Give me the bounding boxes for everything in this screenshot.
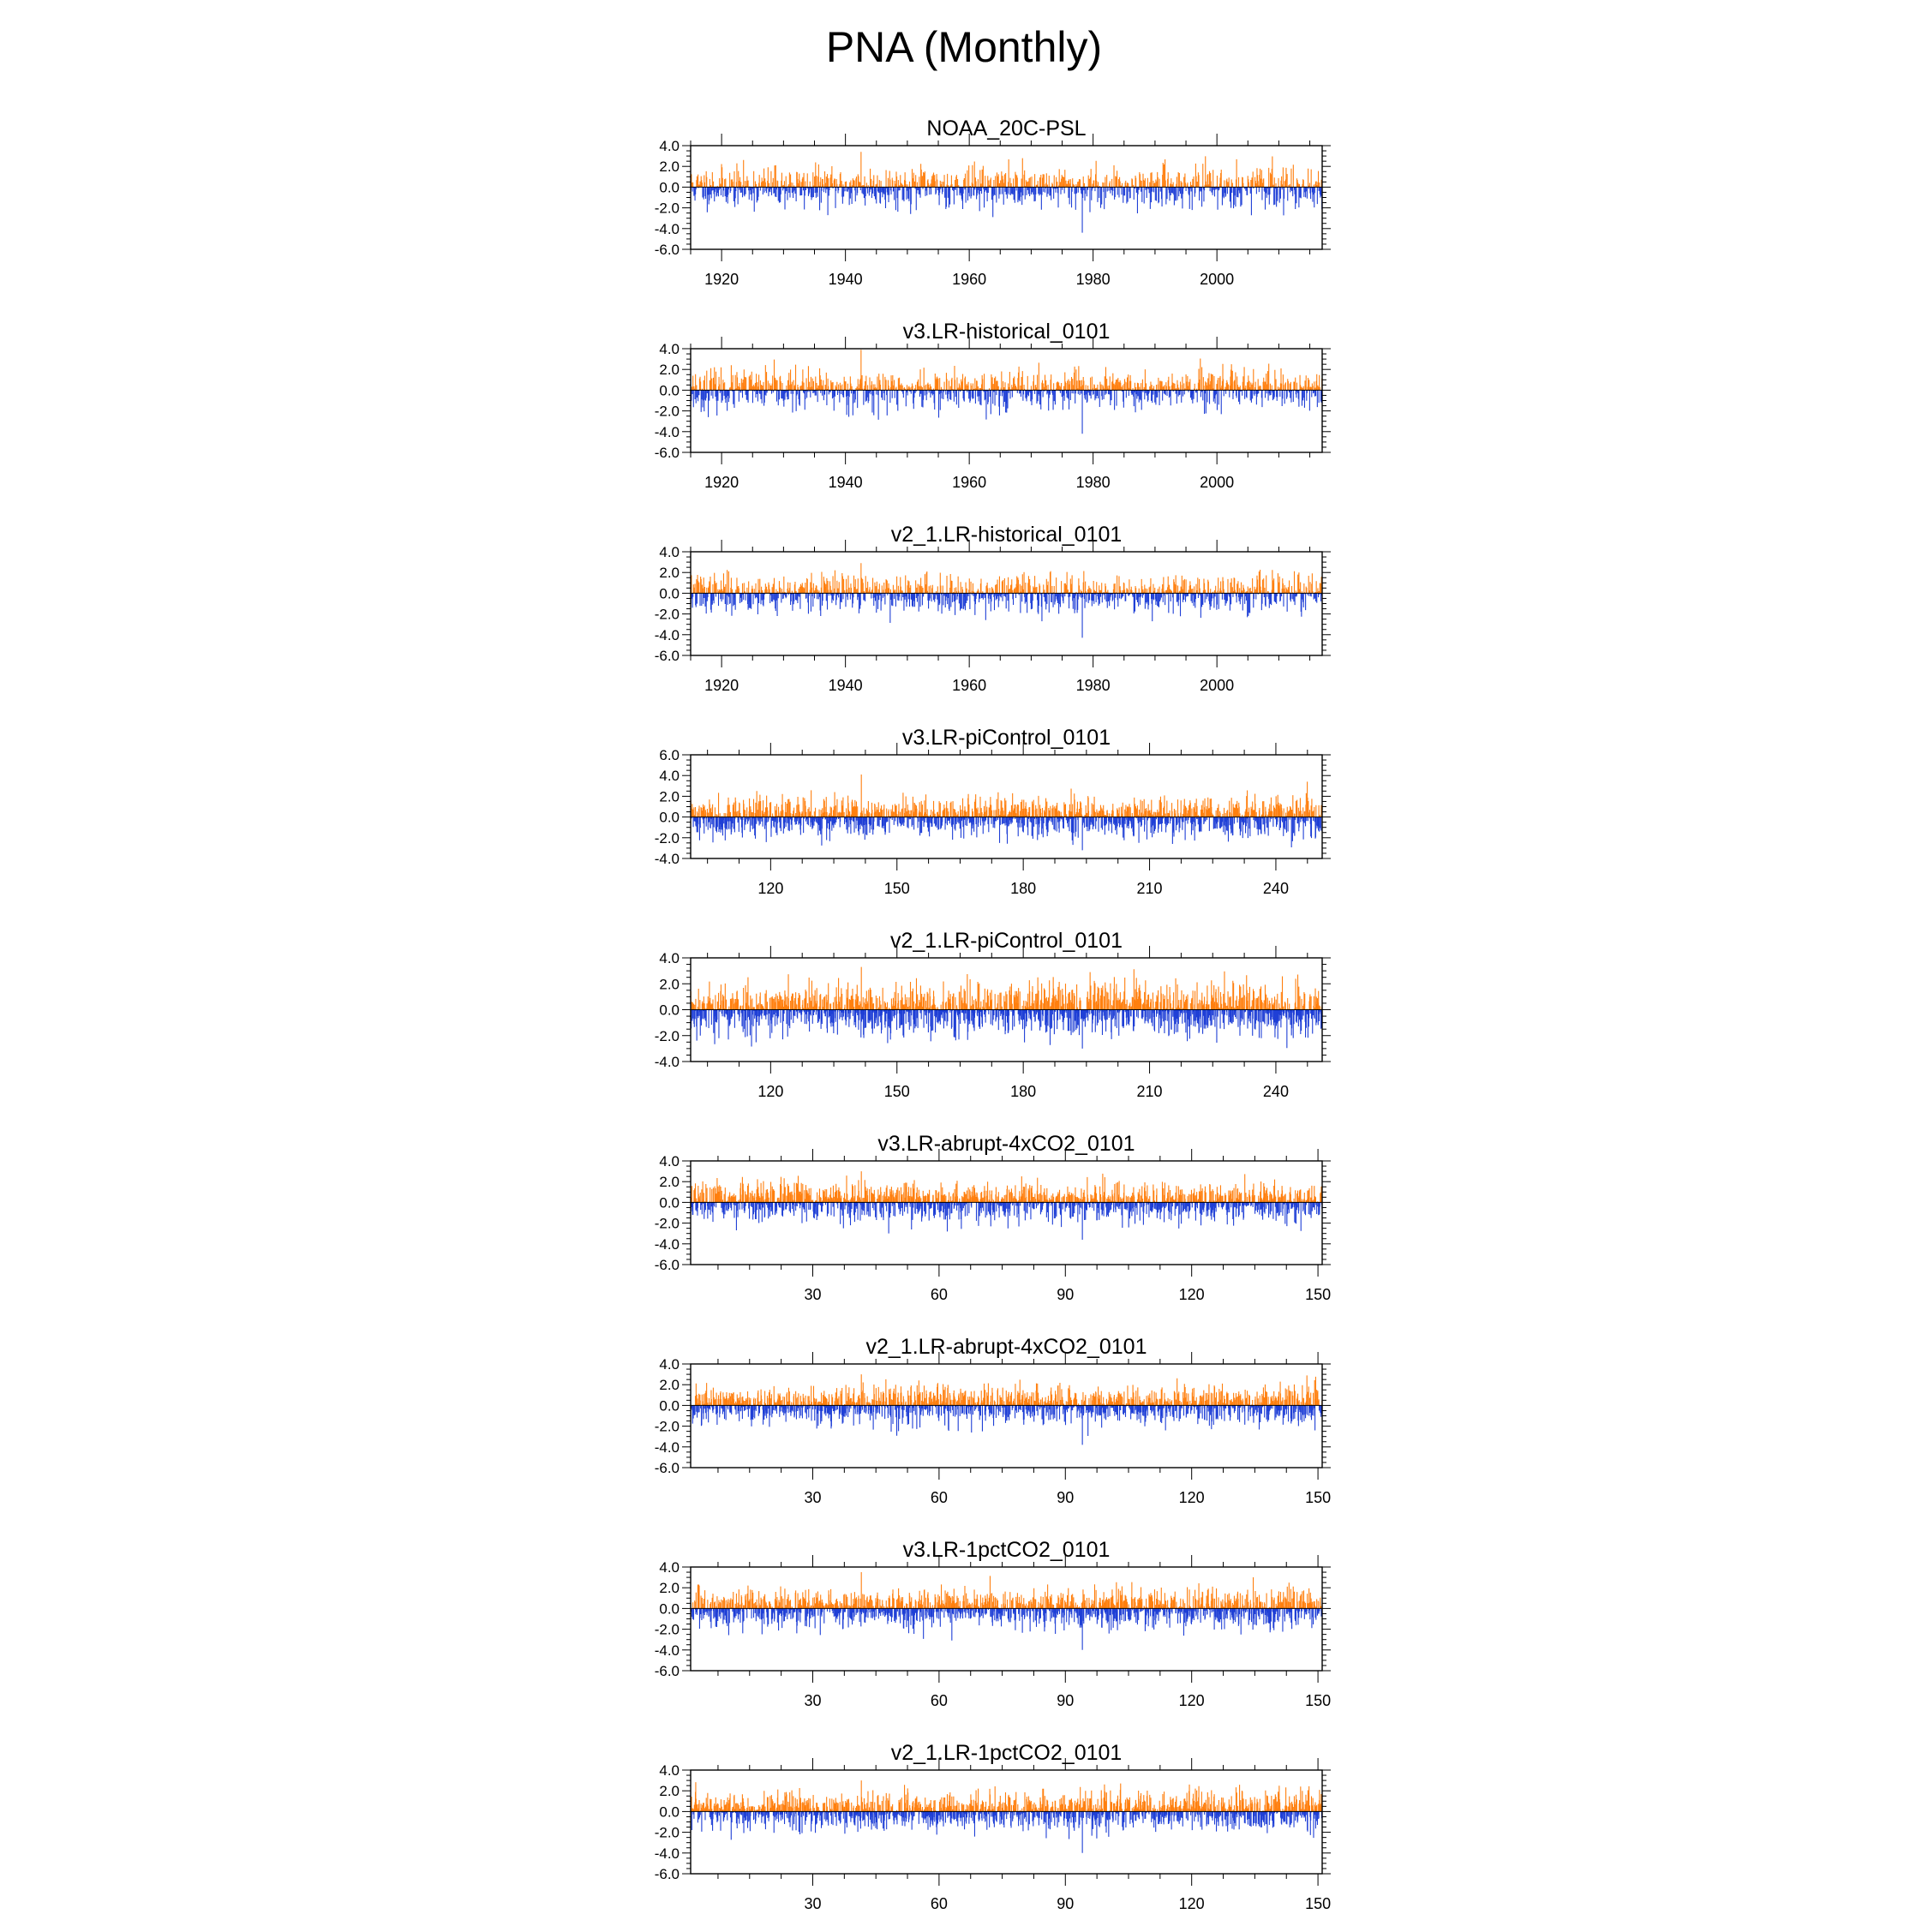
x-tick-label: 120 [757,880,784,897]
y-tick-label: -2.0 [654,1215,680,1232]
x-tick-label: 2000 [1200,271,1235,288]
y-tick-label: 2.0 [659,159,680,176]
y-tick-label: -6.0 [654,445,680,461]
x-tick-label: 240 [1262,880,1289,897]
y-tick-label: 0.0 [659,382,680,399]
y-tick-label: 2.0 [659,976,680,993]
y-tick-label: 4.0 [659,544,680,560]
x-tick-label: 150 [1305,1489,1332,1506]
y-tick-label: -2.0 [654,1027,680,1044]
y-tick-label: 0.0 [659,585,680,602]
x-tick-label: 120 [757,1083,784,1100]
y-tick-label: -4.0 [654,220,680,237]
panel-5 [655,929,1331,1100]
x-tick-label: 1960 [952,677,987,694]
x-tick-label: 150 [1305,1286,1332,1303]
x-tick-label: 30 [804,1895,822,1912]
x-tick-label: 2000 [1200,677,1235,694]
y-tick-label: 2.0 [659,1377,680,1394]
panel-9 [655,1741,1331,1912]
x-tick-label: 60 [930,1692,948,1709]
panel-title: v2_1.LR-abrupt-4xCO2_0101 [865,1335,1147,1359]
panel-title: v2_1.LR-1pctCO2_0101 [890,1741,1123,1765]
y-tick-label: 4.0 [659,1356,680,1373]
y-tick-label: -6.0 [654,1257,680,1273]
panel-8 [655,1538,1331,1709]
y-tick-label: -4.0 [654,423,680,440]
x-tick-label: 1960 [952,271,987,288]
x-tick-label: 150 [1305,1895,1332,1912]
panel-title: v3.LR-historical_0101 [902,320,1111,344]
y-tick-label: 6.0 [659,747,680,763]
x-tick-label: 120 [1178,1286,1205,1303]
x-tick-label: 30 [804,1286,822,1303]
y-tick-label: 4.0 [659,1559,680,1576]
panel-title: NOAA_20C-PSL [926,117,1087,141]
positive-bars [692,152,1321,187]
x-tick-label: 1980 [1075,677,1111,694]
y-tick-label: 2.0 [659,1580,680,1597]
y-tick-label: -2.0 [654,1418,680,1435]
y-tick-label: 0.0 [659,1397,680,1415]
y-tick-label: 0.0 [659,809,680,826]
y-tick-label: -6.0 [654,1460,680,1476]
negative-bars [691,1405,1321,1445]
y-tick-label: 4.0 [659,138,680,154]
panel-title: v2_1.LR-piControl_0101 [889,929,1123,953]
y-tick-label: 0.0 [659,1194,680,1211]
x-tick-label: 2000 [1200,474,1235,491]
x-tick-label: 1940 [828,474,863,491]
panel-6 [655,1132,1331,1303]
y-tick-label: -6.0 [654,242,680,258]
positive-bars [691,775,1322,817]
negative-bars [691,1202,1322,1240]
x-tick-label: 1940 [828,677,863,694]
y-tick-label: 0.0 [659,1803,680,1821]
x-tick-label: 90 [1057,1895,1075,1912]
positive-bars [692,1171,1321,1202]
x-tick-label: 60 [930,1895,948,1912]
plot-frame [691,1567,1322,1671]
x-tick-label: 1920 [704,271,739,288]
y-tick-label: -4.0 [654,626,680,643]
y-tick-label: -4.0 [654,1235,680,1253]
x-tick-label: 1920 [704,677,739,694]
y-tick-label: 4.0 [659,950,680,966]
x-tick-label: 210 [1136,1083,1163,1100]
y-tick-label: 4.0 [659,341,680,357]
x-tick-label: 1980 [1075,474,1111,491]
x-tick-label: 1940 [828,271,863,288]
y-tick-label: 4.0 [659,1762,680,1779]
y-tick-label: -6.0 [654,648,680,664]
x-tick-label: 90 [1057,1692,1075,1709]
y-tick-label: -6.0 [654,1663,680,1679]
y-tick-label: -2.0 [654,606,680,623]
y-tick-label: -4.0 [654,1054,680,1070]
y-tick-label: -6.0 [654,1866,680,1882]
panel-title: v2_1.LR-historical_0101 [890,523,1123,547]
y-tick-label: -4.0 [654,1845,680,1862]
negative-bars [691,187,1321,232]
positive-bars [691,1572,1322,1608]
panel-1 [655,117,1331,288]
x-tick-label: 90 [1057,1489,1075,1506]
negative-bars [692,1811,1322,1852]
negative-bars [691,593,1321,637]
x-tick-label: 1960 [952,474,987,491]
y-tick-label: -4.0 [654,1439,680,1456]
x-tick-label: 30 [804,1692,822,1709]
y-tick-label: 4.0 [659,1153,680,1169]
y-tick-label: -2.0 [654,200,680,217]
y-tick-label: 2.0 [659,1783,680,1800]
x-tick-label: 60 [930,1489,948,1506]
y-tick-label: 4.0 [659,768,680,785]
positive-bars [692,563,1321,593]
y-tick-label: 2.0 [659,565,680,582]
x-tick-label: 1980 [1075,271,1111,288]
negative-bars [692,1608,1322,1649]
x-tick-label: 30 [804,1489,822,1506]
panel-title: v3.LR-piControl_0101 [901,726,1111,750]
positive-bars [691,967,1322,1010]
panel-3 [655,523,1331,694]
negative-bars [692,817,1321,851]
y-tick-label: 2.0 [659,1174,680,1191]
x-tick-label: 120 [1178,1489,1205,1506]
y-tick-label: 0.0 [659,1002,680,1019]
y-tick-label: 0.0 [659,179,680,196]
panel-title: v3.LR-abrupt-4xCO2_0101 [877,1132,1135,1156]
x-tick-label: 120 [1178,1895,1205,1912]
panel-7 [655,1335,1331,1506]
figure-title: PNA (Monthly) [825,23,1103,71]
positive-bars [692,350,1321,390]
x-tick-label: 150 [883,1083,910,1100]
x-tick-label: 240 [1262,1083,1289,1100]
y-tick-label: 0.0 [659,1600,680,1618]
y-tick-label: -4.0 [654,851,680,867]
positive-bars [691,1780,1322,1811]
y-tick-label: 2.0 [659,788,680,805]
negative-bars [692,1010,1321,1049]
x-tick-label: 1920 [704,474,739,491]
x-tick-label: 150 [883,880,910,897]
y-tick-label: 2.0 [659,362,680,379]
x-tick-label: 150 [1305,1692,1332,1709]
y-tick-label: -2.0 [654,1621,680,1638]
x-tick-label: 120 [1178,1692,1205,1709]
panel-4 [655,726,1331,897]
x-tick-label: 210 [1136,880,1163,897]
panel-2 [655,320,1331,491]
x-tick-label: 180 [1010,880,1037,897]
x-tick-label: 180 [1010,1083,1037,1100]
y-tick-label: -2.0 [654,829,680,846]
y-tick-label: -4.0 [654,1642,680,1659]
x-tick-label: 60 [930,1286,948,1303]
negative-bars [691,390,1321,434]
y-tick-label: -2.0 [654,1824,680,1841]
positive-bars [696,1374,1322,1405]
y-tick-label: -2.0 [654,403,680,420]
x-tick-label: 90 [1057,1286,1075,1303]
panel-title: v3.LR-1pctCO2_0101 [902,1538,1111,1562]
